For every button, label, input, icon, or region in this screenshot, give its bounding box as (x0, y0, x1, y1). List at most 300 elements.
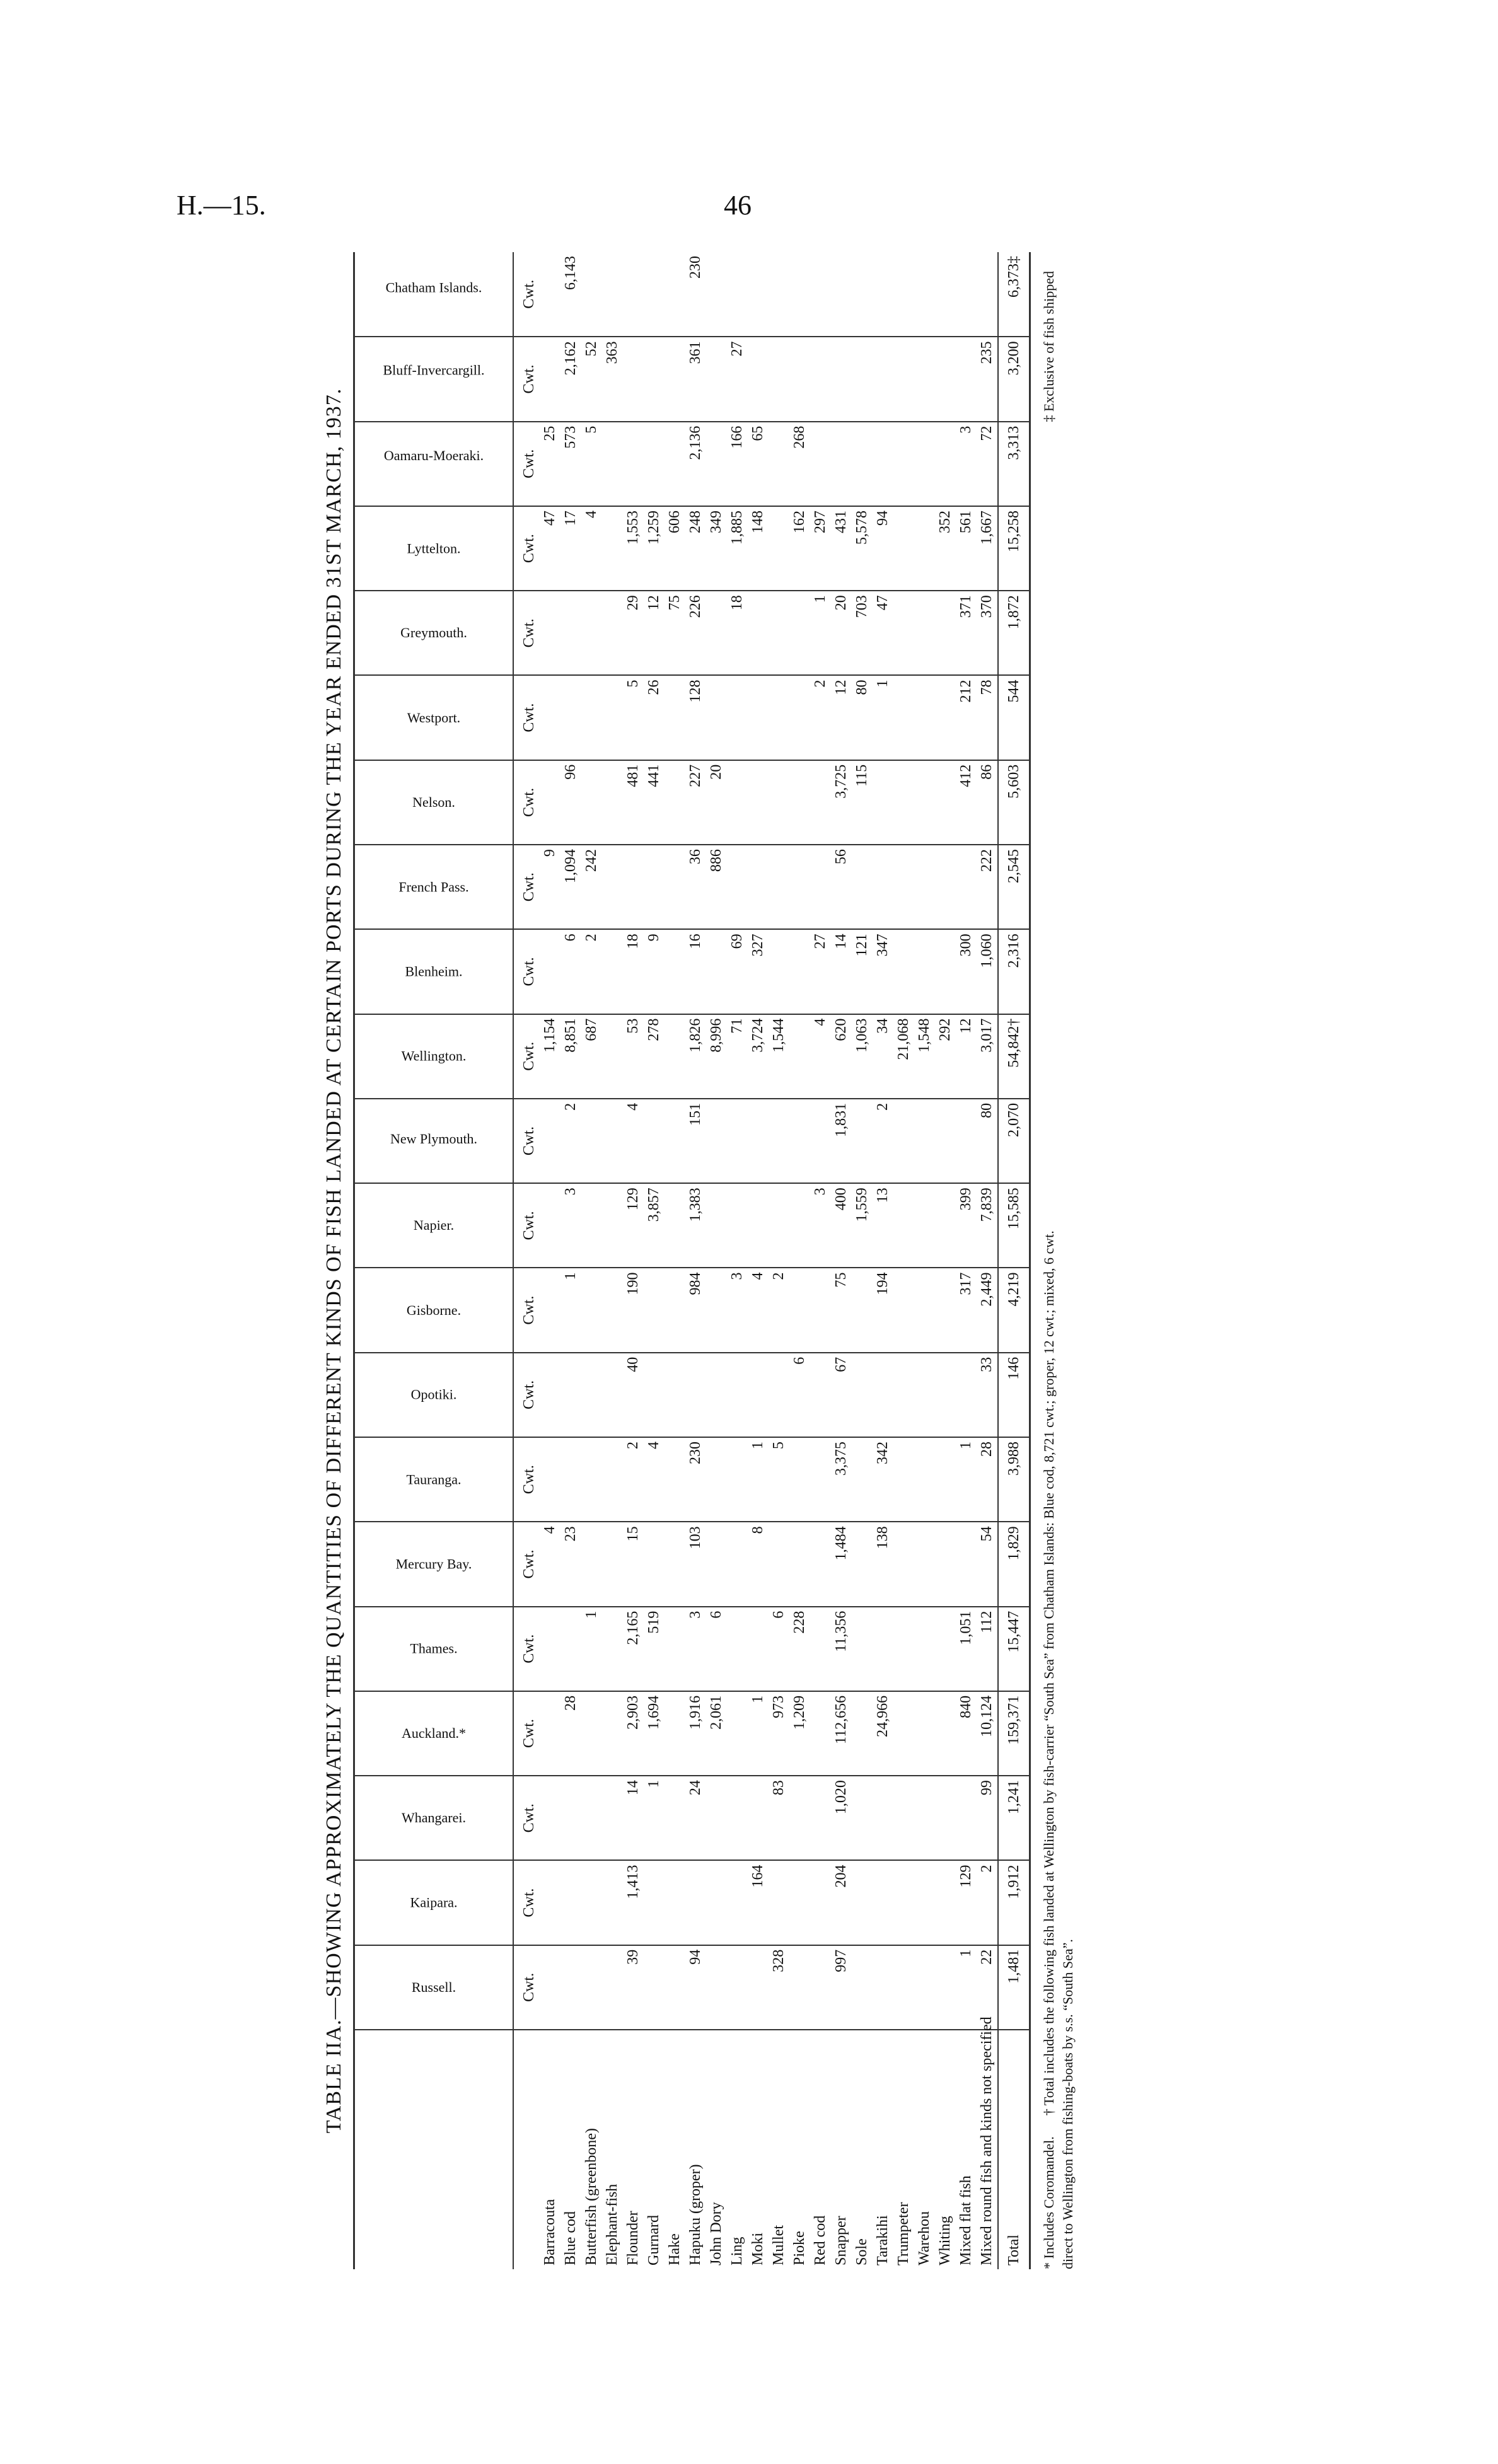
value-cell (873, 1353, 893, 1437)
value-cell: 519 (644, 1607, 665, 1691)
fish-name: Gurnard (646, 2215, 662, 2265)
value-cell: 973 (769, 1691, 789, 1776)
units-cell: Cwt. (513, 1945, 540, 2030)
value-cell: 47 (540, 506, 560, 591)
total-cell: 159,371 (998, 1691, 1030, 1776)
value-cell (665, 845, 685, 929)
value-cell (665, 337, 685, 421)
fish-name: John Dory (708, 2202, 724, 2265)
value-cell (581, 1099, 602, 1183)
total-cell: 5,603 (998, 760, 1030, 845)
value-cell (914, 506, 935, 591)
value-cell: 363 (602, 337, 623, 421)
value-cell (540, 929, 560, 1014)
table-row (789, 252, 810, 2269)
total-cell: 3,313 (998, 422, 1030, 506)
value-cell: 248 (685, 506, 706, 591)
value-cell: 6 (789, 1353, 810, 1437)
value-cell (789, 760, 810, 845)
table-row (956, 252, 977, 2269)
value-cell (748, 1099, 769, 1183)
port-name: Wellington. (401, 1048, 467, 1064)
value-cell (727, 1607, 748, 1691)
value-cell: 1,826 (685, 1014, 706, 1099)
value-cell (914, 591, 935, 675)
running-header: H.—15. (177, 190, 266, 221)
value-cell (810, 337, 831, 421)
value-cell (748, 252, 769, 337)
value-cell (665, 1860, 685, 1945)
value-cell: 166 (727, 422, 748, 506)
value-cell (789, 1522, 810, 1606)
value-cell (748, 1607, 769, 1691)
value-cell (602, 252, 623, 337)
value-cell (789, 929, 810, 1014)
value-cell: 1,916 (685, 1691, 706, 1776)
value-cell (852, 1945, 873, 2030)
total-cell: 15,447 (998, 1607, 1030, 1691)
fish-name: Mixed round fish and kinds not specified (978, 2016, 995, 2265)
total-row (998, 252, 1030, 2269)
value-cell (893, 1183, 914, 1268)
value-cell (602, 1860, 623, 1945)
table-row (685, 252, 706, 2269)
value-cell (935, 337, 956, 421)
value-cell (581, 1860, 602, 1945)
value-cell: 1,259 (644, 506, 665, 591)
value-cell (769, 422, 789, 506)
value-cell (602, 506, 623, 591)
port-name: Russell. (411, 1979, 456, 1995)
value-cell: 1,553 (623, 506, 644, 591)
value-cell: 34 (873, 1014, 893, 1099)
value-cell (852, 337, 873, 421)
value-cell (540, 1437, 560, 1522)
value-cell: 227 (685, 760, 706, 845)
value-cell: 194 (873, 1268, 893, 1352)
value-cell (935, 1607, 956, 1691)
value-cell (769, 1099, 789, 1183)
value-cell (727, 1522, 748, 1606)
value-cell: 128 (685, 676, 706, 760)
header-port (354, 1945, 514, 2030)
value-cell (935, 1099, 956, 1183)
value-cell (789, 1437, 810, 1522)
value-cell (644, 337, 665, 421)
value-cell: 27 (810, 929, 831, 1014)
fish-name: Warehou (916, 2211, 932, 2265)
value-cell (727, 1099, 748, 1183)
value-cell: 6,143 (560, 252, 581, 337)
value-cell: 14 (623, 1776, 644, 1860)
value-cell (769, 1860, 789, 1945)
total-cell: 3,988 (998, 1437, 1030, 1522)
value-cell: 33 (977, 1353, 998, 1437)
header-port (354, 1437, 514, 1522)
value-cell (810, 845, 831, 929)
value-cell (665, 1268, 685, 1352)
value-cell (665, 1099, 685, 1183)
value-cell (893, 676, 914, 760)
value-cell (956, 1776, 977, 1860)
value-cell: 2 (581, 929, 602, 1014)
header-port (354, 1860, 514, 1945)
value-cell (935, 1522, 956, 1606)
value-cell: 840 (956, 1691, 977, 1776)
value-cell (644, 1522, 665, 1606)
value-cell (810, 252, 831, 337)
value-cell (914, 1268, 935, 1352)
value-cell (665, 1014, 685, 1099)
value-cell (789, 591, 810, 675)
value-cell (789, 1183, 810, 1268)
value-cell: 3 (956, 422, 977, 506)
value-cell (769, 1353, 789, 1437)
value-cell (623, 252, 644, 337)
value-cell (893, 1268, 914, 1352)
units-cell: Cwt. (513, 1860, 540, 1945)
value-cell (685, 1353, 706, 1437)
value-cell: 3 (685, 1607, 706, 1691)
value-cell: 997 (831, 1945, 852, 2030)
units-cell: Cwt. (513, 1014, 540, 1099)
value-cell (581, 1268, 602, 1352)
total-cell: 2,316 (998, 929, 1030, 1014)
fish-name: Snapper (833, 2216, 849, 2265)
value-cell (665, 1776, 685, 1860)
value-cell: 190 (623, 1268, 644, 1352)
value-cell: 342 (873, 1437, 893, 1522)
value-cell (748, 760, 769, 845)
value-cell (893, 1607, 914, 1691)
value-cell (914, 1776, 935, 1860)
value-cell (769, 676, 789, 760)
value-cell: 4 (748, 1268, 769, 1352)
value-cell (810, 1776, 831, 1860)
value-cell (873, 1860, 893, 1945)
value-cell: 14 (831, 929, 852, 1014)
value-cell (602, 676, 623, 760)
value-cell (914, 1183, 935, 1268)
value-cell: 292 (935, 1014, 956, 1099)
value-cell: 687 (581, 1014, 602, 1099)
value-cell (727, 1437, 748, 1522)
value-cell: 94 (873, 506, 893, 591)
footnote-wellington: † Total includes the following fish landed at Wellington by fish-carrier “South Sea” from Chatham Islands: Blue cod, 8,721 cwt.; groper, 12 cwt.; mixed, 6 cwt. (1041, 1230, 1057, 2116)
value-cell: 412 (956, 760, 977, 845)
units-cell: Cwt. (513, 1099, 540, 1183)
value-cell: 29 (623, 591, 644, 675)
value-cell: 148 (748, 506, 769, 591)
value-cell: 72 (977, 422, 998, 506)
value-cell: 1 (644, 1776, 665, 1860)
value-cell: 235 (977, 337, 998, 421)
value-cell (602, 760, 623, 845)
fish-name: Ling (729, 2236, 745, 2265)
value-cell: 400 (831, 1183, 852, 1268)
value-cell (769, 337, 789, 421)
value-cell: 112 (977, 1607, 998, 1691)
value-cell (935, 845, 956, 929)
value-cell (727, 1945, 748, 2030)
value-cell: 151 (685, 1099, 706, 1183)
value-cell: 75 (831, 1268, 852, 1352)
port-header-row (354, 252, 514, 2269)
units-cell: Cwt. (513, 1437, 540, 1522)
value-cell (810, 1607, 831, 1691)
fish-name: Hapuku (groper) (687, 2164, 704, 2265)
value-cell (706, 591, 727, 675)
value-cell (769, 845, 789, 929)
table-row (810, 252, 831, 2269)
units-cell: Cwt. (513, 1776, 540, 1860)
value-cell (893, 845, 914, 929)
value-cell: 94 (685, 1945, 706, 2030)
value-cell (893, 1522, 914, 1606)
value-cell (665, 929, 685, 1014)
value-cell: 2,165 (623, 1607, 644, 1691)
value-cell (602, 1353, 623, 1437)
value-cell (852, 422, 873, 506)
value-cell: 162 (789, 506, 810, 591)
value-cell (852, 845, 873, 929)
value-cell: 24 (685, 1776, 706, 1860)
value-cell (935, 1691, 956, 1776)
value-cell: 703 (852, 591, 873, 675)
units-cell: Cwt. (513, 845, 540, 929)
value-cell (602, 1522, 623, 1606)
value-cell: 86 (977, 760, 998, 845)
value-cell (977, 252, 998, 337)
units-cell: Cwt. (513, 1607, 540, 1691)
value-cell: 99 (977, 1776, 998, 1860)
value-cell: 1,020 (831, 1776, 852, 1860)
value-cell (623, 337, 644, 421)
value-cell (935, 1860, 956, 1945)
value-cell (581, 591, 602, 675)
value-cell (602, 929, 623, 1014)
value-cell: 230 (685, 1437, 706, 1522)
value-cell (956, 845, 977, 929)
value-cell (748, 1183, 769, 1268)
port-name: Opotiki. (410, 1386, 457, 1403)
total-cell: 544 (998, 676, 1030, 760)
value-cell: 56 (831, 845, 852, 929)
header-port (354, 337, 514, 421)
value-cell (748, 1945, 769, 2030)
value-cell (644, 252, 665, 337)
port-name: New Plymouth. (390, 1131, 478, 1147)
value-cell: 1,484 (831, 1522, 852, 1606)
value-cell: 1,209 (789, 1691, 810, 1776)
value-cell (852, 1268, 873, 1352)
value-cell (581, 1183, 602, 1268)
value-cell (935, 591, 956, 675)
value-cell (540, 591, 560, 675)
value-cell: 17 (560, 506, 581, 591)
value-cell: 5 (581, 422, 602, 506)
value-cell (810, 1268, 831, 1352)
port-name: Oamaru-Moeraki. (383, 447, 484, 463)
value-cell: 212 (956, 676, 977, 760)
units-cell: Cwt. (513, 252, 540, 337)
value-cell (873, 760, 893, 845)
value-cell: 481 (623, 760, 644, 845)
port-name: Kaipara. (410, 1894, 458, 1911)
value-cell (789, 1014, 810, 1099)
value-cell: 1,063 (852, 1014, 873, 1099)
value-cell: 3,857 (644, 1183, 665, 1268)
table-row (706, 252, 727, 2269)
value-cell (665, 760, 685, 845)
port-name: Thames. (410, 1640, 458, 1657)
units-cell: Cwt. (513, 422, 540, 506)
units-cell: Cwt. (513, 1522, 540, 1606)
table-row (644, 252, 665, 2269)
value-cell (665, 1353, 685, 1437)
port-name: Nelson. (412, 794, 455, 810)
value-cell: 53 (623, 1014, 644, 1099)
value-cell: 328 (769, 1945, 789, 2030)
value-cell (602, 1099, 623, 1183)
units-cell: Cwt. (513, 337, 540, 421)
value-cell (540, 1860, 560, 1945)
value-cell: 226 (685, 591, 706, 675)
value-cell (852, 1691, 873, 1776)
port-name: Napier. (413, 1217, 455, 1234)
value-cell (540, 1776, 560, 1860)
value-cell: 2 (769, 1268, 789, 1352)
units-cell: Cwt. (513, 1691, 540, 1776)
value-cell: 3 (560, 1183, 581, 1268)
value-cell (935, 1183, 956, 1268)
value-cell (727, 1353, 748, 1437)
value-cell: 204 (831, 1860, 852, 1945)
value-cell: 75 (665, 591, 685, 675)
fish-name: Butterfish (greenbone) (583, 2128, 600, 2265)
fish-name: Moki (750, 2232, 766, 2265)
value-cell (685, 1860, 706, 1945)
table-row (727, 252, 748, 2269)
value-cell (560, 676, 581, 760)
port-name: Whangarei. (402, 1810, 466, 1826)
header-port (354, 1522, 514, 1606)
value-cell (581, 1691, 602, 1776)
value-cell (956, 1353, 977, 1437)
units-cell: Cwt. (513, 1183, 540, 1268)
value-cell (644, 1268, 665, 1352)
value-cell (852, 1353, 873, 1437)
total-cell: 146 (998, 1353, 1030, 1437)
header-port (354, 1014, 514, 1099)
value-cell (873, 422, 893, 506)
table-row (852, 252, 873, 2269)
fish-name: Flounder (625, 2211, 641, 2265)
value-cell: 1,559 (852, 1183, 873, 1268)
value-cell (852, 1437, 873, 1522)
value-cell (581, 1437, 602, 1522)
value-cell: 2 (977, 1860, 998, 1945)
value-cell: 112,656 (831, 1691, 852, 1776)
value-cell (914, 929, 935, 1014)
value-cell (706, 676, 727, 760)
value-cell: 27 (727, 337, 748, 421)
value-cell (727, 1691, 748, 1776)
fish-name: Mullet (770, 2225, 787, 2265)
value-cell: 1,544 (769, 1014, 789, 1099)
value-cell (706, 1860, 727, 1945)
value-cell (602, 1607, 623, 1691)
total-cell: 15,585 (998, 1183, 1030, 1268)
value-cell (769, 591, 789, 675)
value-cell (581, 676, 602, 760)
value-cell (644, 422, 665, 506)
value-cell: 1,154 (540, 1014, 560, 1099)
value-cell (956, 1099, 977, 1183)
footnote-coromandel: * Includes Coromandel. (1041, 2136, 1057, 2269)
value-cell (873, 337, 893, 421)
value-cell: 1,548 (914, 1014, 935, 1099)
value-cell: 80 (977, 1099, 998, 1183)
value-cell: 268 (789, 422, 810, 506)
value-cell (706, 1353, 727, 1437)
units-row (513, 252, 540, 2269)
value-cell (956, 337, 977, 421)
value-cell (893, 506, 914, 591)
value-cell (789, 1268, 810, 1352)
value-cell: 228 (789, 1607, 810, 1691)
value-cell (810, 1691, 831, 1776)
value-cell: 399 (956, 1183, 977, 1268)
value-cell (644, 1860, 665, 1945)
value-cell (935, 1945, 956, 2030)
table-row (914, 252, 935, 2269)
value-cell (644, 845, 665, 929)
value-cell: 2,061 (706, 1691, 727, 1776)
value-cell: 230 (685, 252, 706, 337)
value-cell (893, 1099, 914, 1183)
port-name: Lyttelton. (407, 540, 461, 557)
value-cell (852, 1776, 873, 1860)
value-cell (935, 1268, 956, 1352)
header-port (354, 929, 514, 1014)
value-cell (602, 1437, 623, 1522)
value-cell (852, 1860, 873, 1945)
value-cell: 8,996 (706, 1014, 727, 1099)
header-fish-column (354, 2030, 514, 2269)
value-cell (893, 252, 914, 337)
value-cell (602, 1183, 623, 1268)
value-cell: 2 (623, 1437, 644, 1522)
value-cell (893, 929, 914, 1014)
value-cell: 6 (706, 1607, 727, 1691)
value-cell: 13 (873, 1183, 893, 1268)
value-cell (581, 1776, 602, 1860)
value-cell (560, 1945, 581, 2030)
page-number: 46 (724, 190, 752, 221)
value-cell: 2,136 (685, 422, 706, 506)
value-cell (665, 1183, 685, 1268)
value-cell (748, 591, 769, 675)
value-cell: 4 (540, 1522, 560, 1606)
header-port (354, 422, 514, 506)
value-cell (935, 760, 956, 845)
value-cell: 347 (873, 929, 893, 1014)
value-cell: 9 (540, 845, 560, 929)
value-cell: 984 (685, 1268, 706, 1352)
value-cell: 5 (769, 1437, 789, 1522)
port-name: Westport. (407, 709, 461, 726)
